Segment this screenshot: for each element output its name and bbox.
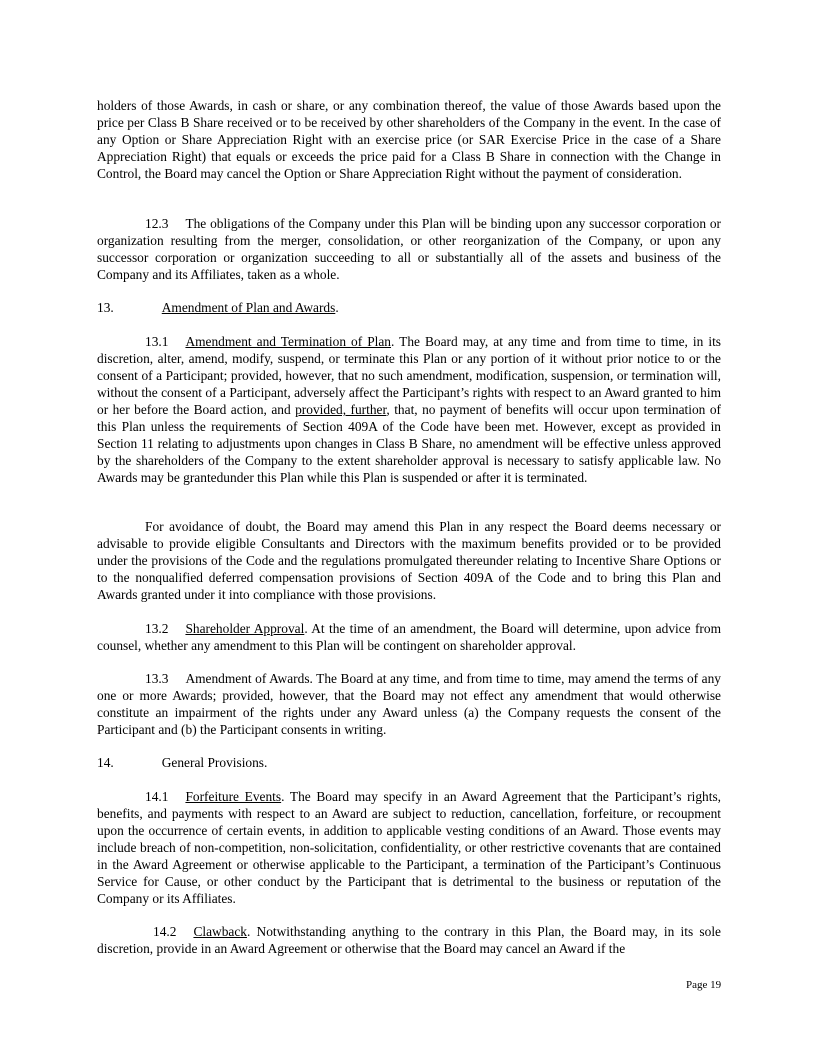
paragraph-change-in-control-continued xyxy=(97,97,721,182)
section-number: 13.2 xyxy=(145,621,169,636)
paragraph-text: holders of those Awards, in cash or share, or any combination thereof, the value of those Awards based upon the price per Class B Share received or to be received by other shareholders of the Company in the event. In the case of any Option or Share Appreciation Right with an exercise price (or SAR Exercise Price in the case of a Share Appreciation Right) that equals or exceeds the price paid for a Class B Share in connection with the Change in Control, the Board may cancel the Option or Share Appreciation Right without the payment of consideration. xyxy=(97,98,721,181)
section-number: 14.2 xyxy=(153,924,177,939)
section-13-1 xyxy=(97,333,721,486)
section-13-heading xyxy=(97,299,721,316)
section-text-a: . The Board may, at any time and from time to time, in its discretion, alter, amend, modify, suspend, or terminate this Plan or any portion of it without prior notice to or the consent of a Participant; provided, however, that no such amendment, modification, suspension, or termination will, without the consent of a Participant, adversely affect the Participant’s rights with respect to an Award granted to him or her before the Board action, and xyxy=(97,334,722,417)
section-text: . At the time of an amendment, the Board will determine, upon advice from counsel, whether any amendment to this Plan will be contingent on shareholder approval. xyxy=(97,621,721,653)
section-text: . The Board may specify in an Award Agreement that the Participant’s rights, benefits, and payments with respect to an Award are subject to reduction, cancellation, forfeiture, or recoupment upon the occurrence of certain events, in addition to applicable vesting conditions of an Award. Those events may include breach of non-competition, non-solicitation, confidentiality, or other restrictive covenants that are contained in the Award Agreement or otherwise applicable to the Participant, a termination of the Participant’s Continuous Service for Cause, or other conduct by the Participant that is detrimental to the business or reputation of the Company or its Affiliates. xyxy=(97,789,722,906)
section-title: General Provisions. xyxy=(161,755,268,770)
section-title: Forfeiture Events xyxy=(185,789,282,804)
section-13-2 xyxy=(97,620,721,654)
section-14-2 xyxy=(97,923,721,957)
section-title: Shareholder Approval xyxy=(185,621,305,636)
section-number: 12.3 xyxy=(145,216,169,231)
provided-further-term: provided, further xyxy=(295,402,387,417)
section-number: 14. xyxy=(97,755,114,770)
section-12-3 xyxy=(97,215,721,283)
section-title-period: . xyxy=(335,300,339,315)
section-14-heading xyxy=(97,754,721,771)
section-number: 13.1 xyxy=(145,334,169,349)
section-text: . Notwithstanding anything to the contrary in this Plan, the Board may, in its sole discretion, provide in an Award Agreement or otherwise that the Board may cancel an Award if the xyxy=(97,924,721,956)
section-13-3 xyxy=(97,670,721,738)
section-number: 14.1 xyxy=(145,789,169,804)
section-number: 13. xyxy=(97,300,114,315)
section-text-b: , that, no payment of benefits will occur upon termination of this Plan unless the requirements of Section 409A of the Code have been met. However, except as provided in Section 11 relating to adjustments upon changes in Class B Share, no amendment will be effective unless approved by the shareholders of the Company to the extent shareholder approval is necessary to satisfy applicable law. No Awards may be grantedunder this Plan while this Plan is suspended or after it is terminated. xyxy=(97,402,721,485)
section-title: Clawback xyxy=(193,924,247,939)
section-title: Amendment of Plan and Awards xyxy=(161,300,336,315)
section-text: The obligations of the Company under this Plan will be binding upon any successor corporation or organization resulting from the merger, consolidation, or other reorganization of the Company, or upon any successor corporation or organization succeeding to all or substantially all of the assets and business of the Company and its Affiliates, taken as a whole. xyxy=(97,216,721,282)
paragraph-avoidance-of-doubt xyxy=(97,518,721,603)
page-number: Page 19 xyxy=(686,979,722,991)
section-number: 13.3 xyxy=(145,671,169,686)
section-text: Amendment of Awards. The Board at any time, and from time to time, may amend the terms of any one or more Awards; provided, however, that the Board may not effect any amendment that would otherwise constitute an impairment of the rights under any Award unless (a) the Company requests the consent of the Participant and (b) the Participant consents in writing. xyxy=(97,671,721,737)
section-14-1 xyxy=(97,788,721,907)
paragraph-text: For avoidance of doubt, the Board may amend this Plan in any respect the Board deems necessary or advisable to provide eligible Consultants and Directors with the maximum benefits provided or to be provided under the provisions of the Code and the regulations promulgated thereunder relating to Incentive Share Options or to the nonqualified deferred compensation provisions of Section 409A of the Code and to bring this Plan and Awards granted under it into compliance with those provisions. xyxy=(97,519,721,602)
section-title: Amendment and Termination of Plan xyxy=(185,334,392,349)
